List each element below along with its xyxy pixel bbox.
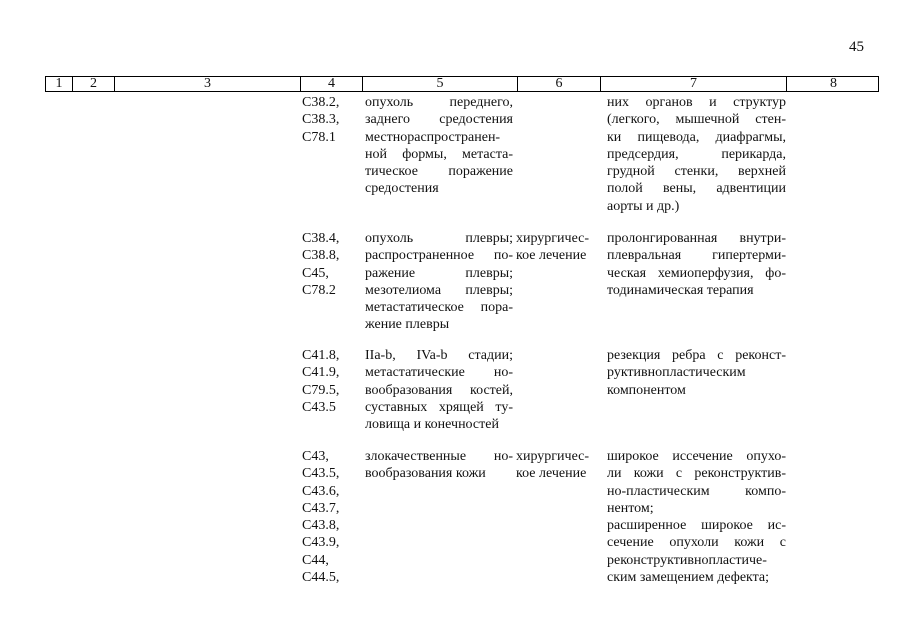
- column-header-6: 6: [518, 77, 601, 91]
- text-line: распространенное по-: [365, 248, 513, 264]
- text-line: C78.2: [302, 282, 336, 298]
- text-line: хирургичес-: [516, 449, 590, 464]
- text-line: C44,: [302, 552, 329, 568]
- text-line: грудной стенки, верхней: [607, 164, 786, 180]
- text-line: мезотелиома плевры;: [365, 282, 513, 298]
- treatment-method-cell: [607, 94, 786, 215]
- column-header-7: 7: [601, 77, 787, 91]
- text-line: суставных хрящей ту-: [365, 399, 513, 415]
- text-line: жение плевры: [365, 317, 450, 333]
- text-line: C79.5,: [302, 382, 340, 398]
- text-line: IIa-b, IVa-b стадии;: [365, 348, 513, 363]
- text-line: предсердия, перикарда,: [607, 146, 786, 162]
- icd-codes-cell: [302, 448, 362, 586]
- diagnosis-cell: [365, 230, 513, 334]
- text-line: C38.4,: [302, 231, 340, 246]
- treatment-method-cell: [607, 230, 786, 299]
- text-line: опухоль переднего,: [365, 95, 513, 110]
- text-line: C41.8,: [302, 348, 340, 363]
- text-line: широкое иссечение опухо-: [607, 449, 786, 464]
- text-line: нентом;: [607, 500, 654, 516]
- text-line: плевральная гипертерми-: [607, 248, 786, 264]
- column-header-5: 5: [363, 77, 518, 91]
- text-line: тическое поражение: [365, 164, 513, 180]
- page-number: 45: [849, 39, 864, 55]
- diagnosis-cell: [365, 448, 513, 483]
- text-line: вообразования костей,: [365, 382, 513, 398]
- text-line: полой вены, адвентиции: [607, 181, 786, 197]
- text-line: тодинамическая терапия: [607, 282, 754, 298]
- text-line: C43.5: [302, 399, 336, 415]
- text-line: C78.1: [302, 129, 336, 145]
- text-line: C38.8,: [302, 248, 340, 264]
- text-line: средостения: [365, 181, 439, 197]
- text-line: местнораспространен-: [365, 129, 501, 145]
- text-line: но-пластическим компо-: [607, 483, 786, 499]
- text-line: реконструктивнопластиче-: [607, 552, 767, 568]
- text-line: ским замещением дефекта;: [607, 570, 770, 586]
- column-header-1: 1: [46, 77, 73, 91]
- column-header-4: 4: [301, 77, 363, 91]
- text-line: C43.6,: [302, 483, 340, 499]
- text-line: кое лечение: [516, 466, 587, 482]
- icd-codes-cell: [302, 347, 362, 416]
- text-line: опухоль плевры;: [365, 231, 513, 246]
- column-header-2: 2: [73, 77, 115, 91]
- icd-codes-cell: [302, 230, 362, 299]
- column-header-3: 3: [115, 77, 301, 91]
- treatment-method-cell: [607, 347, 786, 399]
- treatment-method-cell: [607, 448, 786, 586]
- text-line: вообразования кожи: [365, 466, 486, 482]
- text-line: ловища и конечностей: [365, 417, 499, 433]
- text-line: расширенное широкое ис-: [607, 518, 786, 534]
- diagnosis-cell: [365, 94, 513, 198]
- text-line: заднего средостения: [365, 112, 513, 128]
- text-line: ческая хемиоперфузия, фо-: [607, 265, 786, 281]
- text-line: компонентом: [607, 382, 686, 398]
- text-line: ки пищевода, диафрагмы,: [607, 129, 786, 145]
- table-header-row: [45, 76, 879, 92]
- treatment-type-cell: [516, 448, 600, 483]
- text-line: кое лечение: [516, 248, 587, 264]
- text-line: злокачественные но-: [365, 449, 513, 464]
- text-line: C44.5,: [302, 570, 340, 586]
- text-line: C45,: [302, 265, 329, 281]
- text-line: C43.9,: [302, 535, 340, 551]
- text-line: C38.2,: [302, 95, 340, 110]
- text-line: сечение опухоли кожи с: [607, 535, 786, 551]
- text-line: C43.8,: [302, 518, 340, 534]
- diagnosis-cell: [365, 347, 513, 433]
- column-header-8: 8: [830, 76, 837, 91]
- text-line: C43,: [302, 449, 329, 464]
- treatment-type-cell: [516, 230, 600, 265]
- text-line: ли кожи с реконструктив-: [607, 466, 786, 482]
- text-line: C43.5,: [302, 466, 340, 482]
- text-line: C38.3,: [302, 112, 340, 128]
- text-line: руктивнопластическим: [607, 365, 746, 381]
- text-line: метастатические но-: [365, 365, 513, 381]
- text-line: резекция ребра с реконст-: [607, 348, 786, 363]
- text-line: C41.9,: [302, 365, 340, 381]
- text-line: аорты и др.): [607, 198, 680, 214]
- text-line: пролонгированная внутри-: [607, 231, 786, 246]
- text-line: ной формы, метаста-: [365, 146, 513, 162]
- text-line: них органов и структур: [607, 95, 786, 110]
- text-line: (легкого, мышечной стен-: [607, 112, 786, 128]
- icd-codes-cell: [302, 94, 362, 146]
- text-line: хирургичес-: [516, 231, 590, 246]
- text-line: метастатическое пора-: [365, 300, 513, 316]
- text-line: ражение плевры;: [365, 265, 513, 281]
- text-line: C43.7,: [302, 500, 340, 516]
